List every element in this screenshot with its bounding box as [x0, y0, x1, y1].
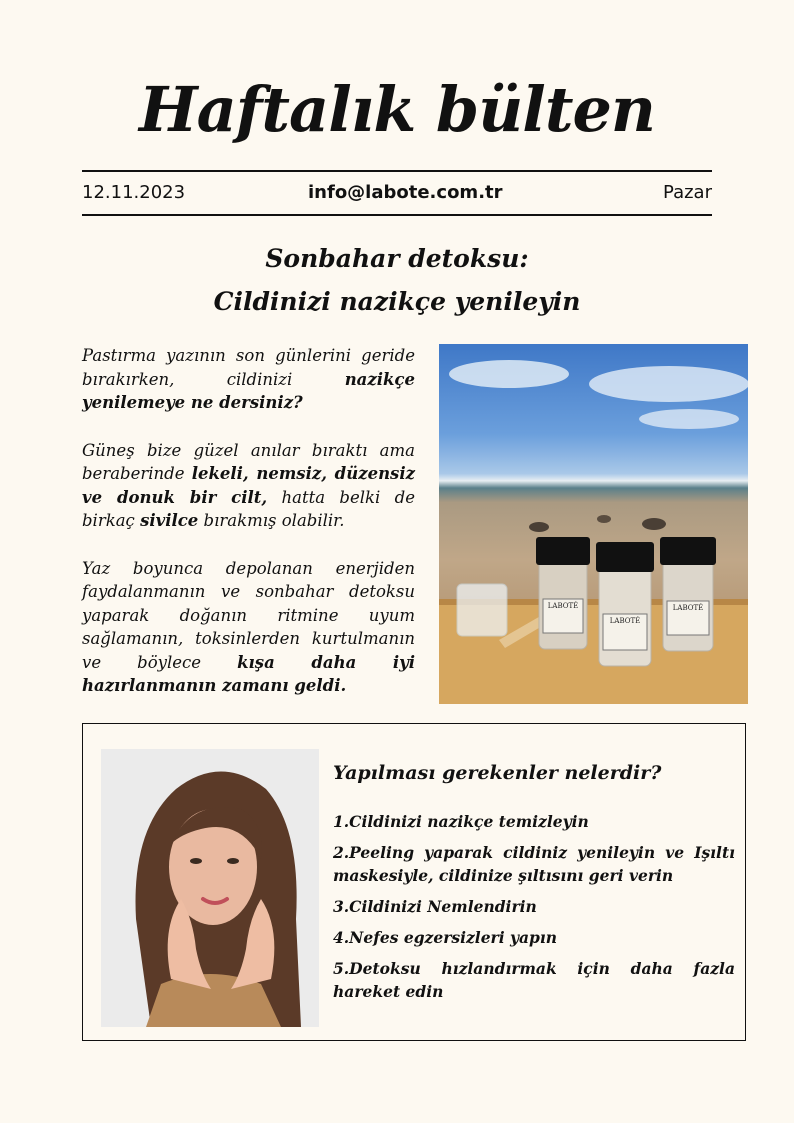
jar-brand-text: LABOTÉ	[547, 602, 579, 610]
model-portrait-illustration	[101, 749, 319, 1027]
article-paragraph: Pastırma yazının son günlerini geride bırakırken, cildinizi nazikçe yenilemeye ne dersiniz?	[82, 346, 415, 412]
list-item: 5.Detoksu hızlandırmak için daha fazla hareket edin	[333, 959, 735, 1001]
article-paragraph: Yaz boyunca depolanan enerjiden faydalanmanın ve sonbahar detoksu yaparak doğanın ritmine uyum sağlamanın, toksinlerden kurtulmanın ve böylece kışa daha iyi hazırlanmanın zamanı geldi.	[82, 558, 415, 695]
model-portrait-photo	[101, 749, 319, 1027]
article-paragraph: Güneş bize güzel anılar bıraktı ama beraberinde lekeli, nemsiz, düzensiz ve donuk bir cilt, hatta belki de birkaç sivilce bırakmış olabilir.	[82, 440, 415, 530]
top-rule	[82, 170, 712, 172]
list-item: 2.Peeling yaparak cildiniz yenileyin ve Işıltı maskesiyle, cildinize şıltısını geri verin	[333, 843, 735, 885]
issue-date: 12.11.2023	[82, 182, 186, 203]
tips-title: Yapılması gerekenler nelerdir?	[333, 762, 662, 784]
jar-brand-text: LABOTÉ	[609, 617, 641, 625]
beach-product-illustration	[439, 344, 748, 704]
list-item: 3.Cildinizi Nemlendirin	[333, 897, 537, 916]
beach-product-photo	[439, 344, 748, 704]
headline-line-1: Sonbahar detoksu:	[265, 244, 529, 273]
jar-brand-text: LABOTÉ	[672, 604, 704, 612]
tips-list	[333, 810, 735, 1011]
article-body	[82, 344, 415, 722]
list-item: 1.Cildinizi nazikçe temizleyin	[333, 812, 589, 831]
masthead-title: Haftalık bülten	[138, 73, 656, 146]
issue-day: Pazar	[663, 182, 712, 203]
list-item: 4.Nefes egzersizleri yapın	[333, 928, 558, 947]
bottom-rule	[82, 214, 712, 216]
headline-line-2: Cildinizi nazikçe yenileyin	[213, 287, 581, 316]
contact-email[interactable]: info@labote.com.tr	[308, 182, 503, 203]
